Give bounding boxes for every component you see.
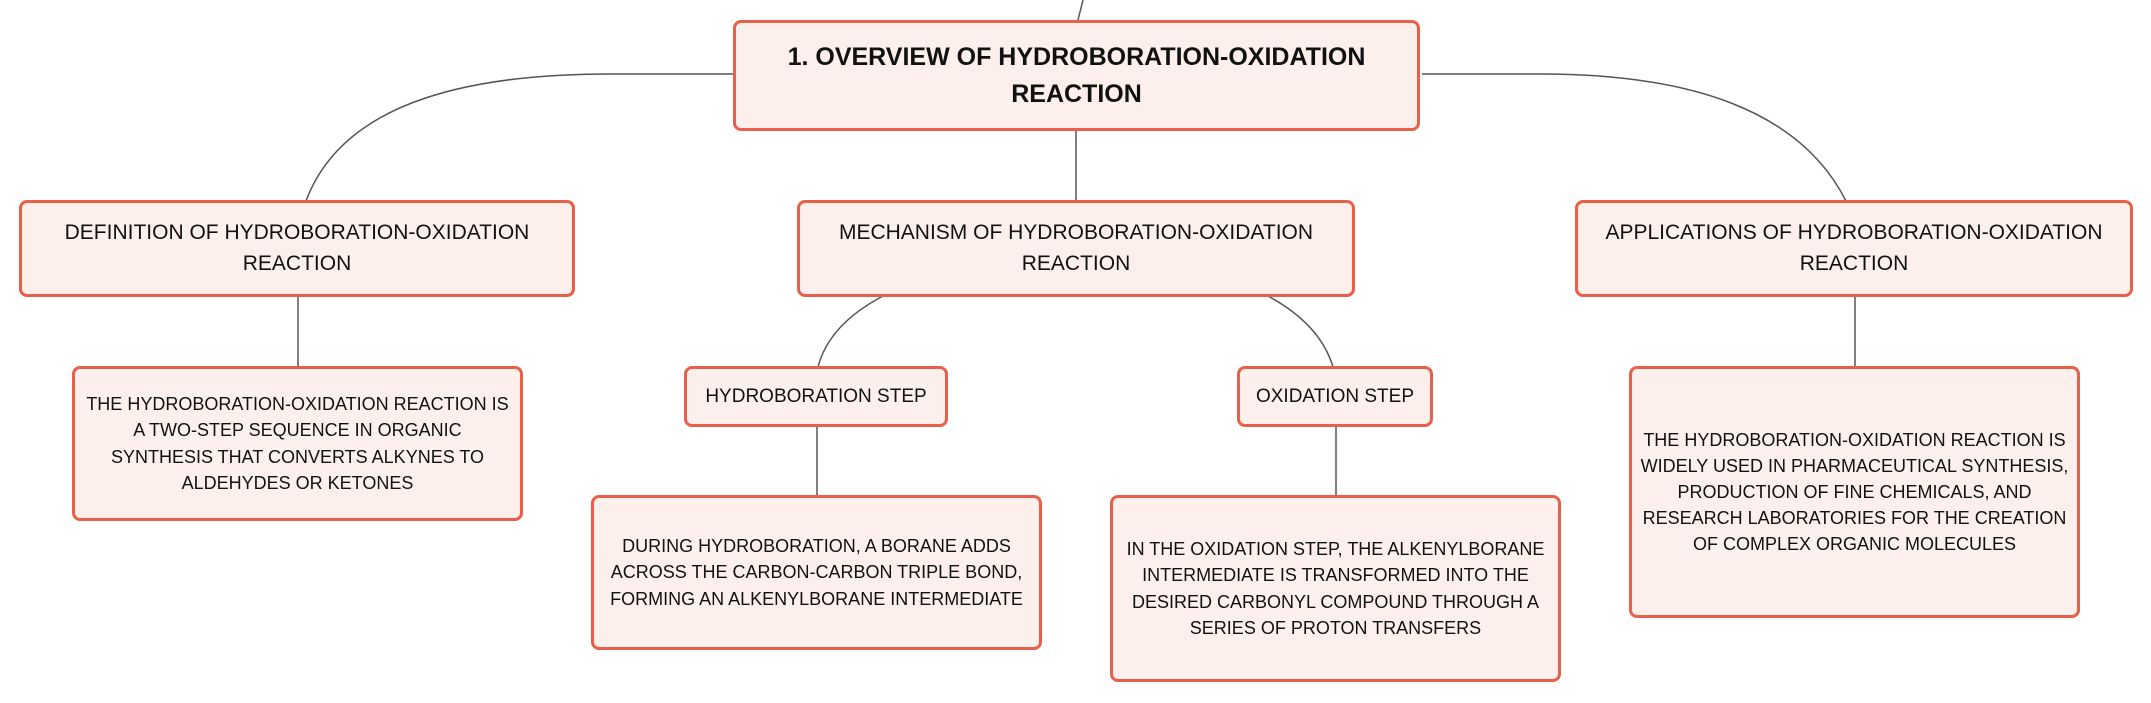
applications-detail-text: THE HYDROBORATION-OXIDATION REACTION IS WIDELY USED IN PHARMACEUTICAL SYNTHESIS, PRODUCTION OF FINE CHEMICALS, AND RESEARCH LABORATORIES FOR THE CREATION OF COMPLEX ORGANIC MOLECULES (1640, 429, 2069, 555)
applications-detail[interactable] (1629, 366, 2080, 618)
connector-root-definition (306, 74, 735, 201)
applications-topic-label: APPLICATIONS OF HYDROBORATION-OXIDATION REACTION (1605, 221, 2103, 275)
oxidation-step-label: OXIDATION STEP (1255, 385, 1414, 407)
definition-topic-label: DEFINITION OF HYDROBORATION-OXIDATION REACTION (64, 221, 530, 275)
oxidation-detail[interactable] (1110, 495, 1561, 682)
definition-topic[interactable] (19, 200, 575, 297)
hydroboration-step[interactable] (684, 366, 948, 427)
root-topic-label: 1. OVERVIEW OF HYDROBORATION-OXIDATION REACTION (787, 43, 1366, 108)
mechanism-topic-label: MECHANISM OF HYDROBORATION-OXIDATION REACTION (838, 221, 1314, 275)
hydroboration-step-label: HYDROBORATION STEP (705, 385, 927, 407)
definition-detail-text: THE HYDROBORATION-OXIDATION REACTION IS A TWO-STEP SEQUENCE IN ORGANIC SYNTHESIS THAT CONVERTS ALKYNES TO ALDEHYDES OR KETONES (86, 394, 509, 493)
root-topic[interactable] (733, 20, 1420, 131)
oxidation-step[interactable] (1237, 366, 1433, 427)
definition-detail[interactable] (72, 366, 523, 521)
hydroboration-detail[interactable] (591, 495, 1042, 650)
connector-mechanism-oxidation (1268, 296, 1333, 367)
connector-offscreen-parent (1078, 0, 1083, 20)
connector-root-applications (1422, 74, 1846, 201)
hydroboration-detail-text: DURING HYDROBORATION, A BORANE ADDS ACROSS THE CARBON-CARBON TRIPLE BOND, FORMING AN ALKENYLBORANE INTERMEDIATE (610, 536, 1023, 609)
applications-topic[interactable] (1575, 200, 2133, 297)
oxidation-detail-text: IN THE OXIDATION STEP, THE ALKENYLBORANE INTERMEDIATE IS TRANSFORMED INTO THE DESIRED CARBONYL COMPOUND THROUGH A SERIES OF PROTON TRANSFERS (1126, 539, 1545, 638)
mechanism-topic[interactable] (797, 200, 1355, 297)
connector-mechanism-hydroboration (818, 296, 883, 367)
